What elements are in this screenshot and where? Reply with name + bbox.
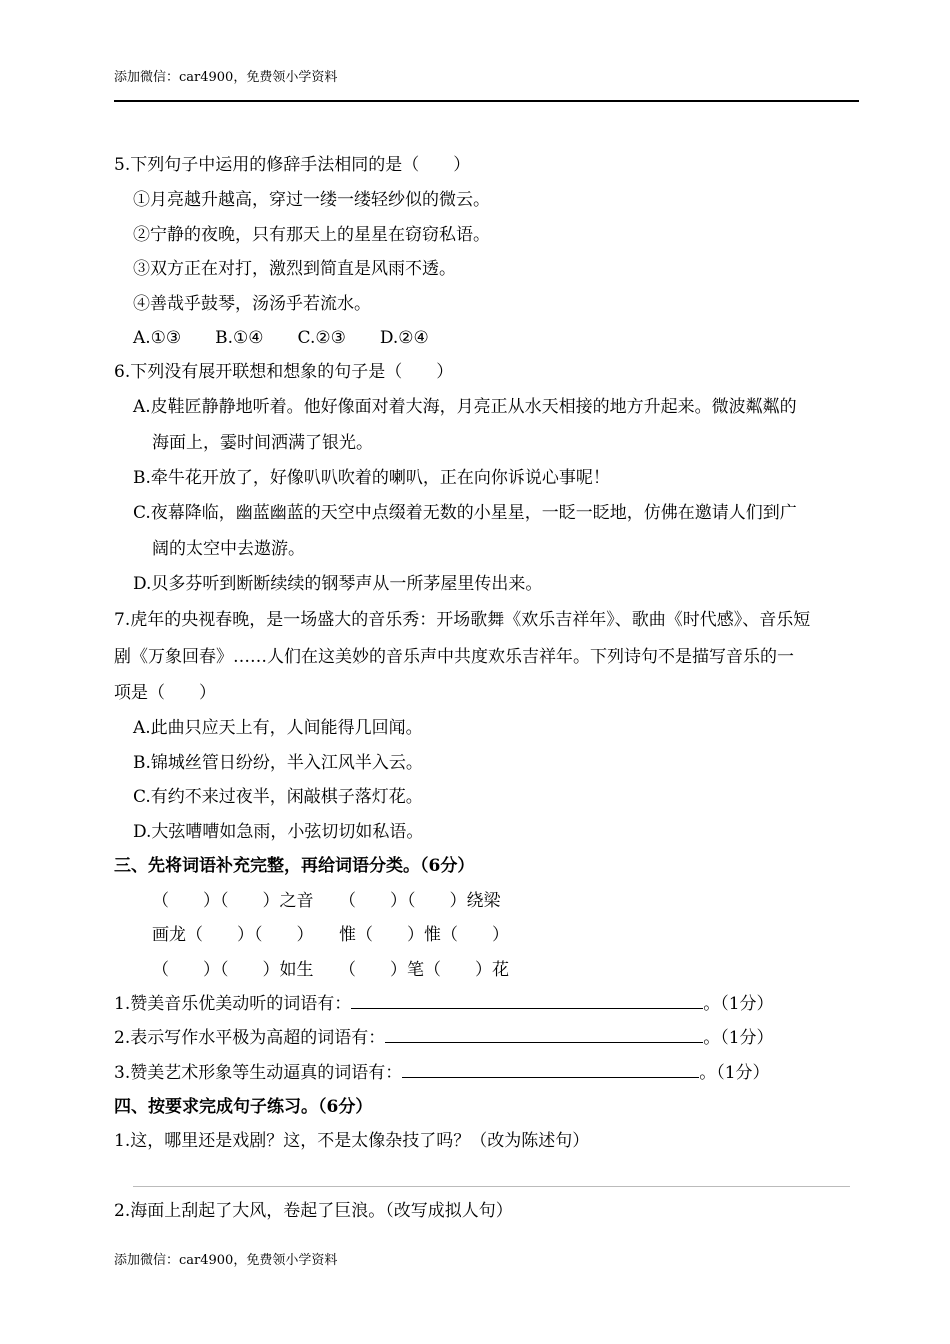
category-2-blank[interactable] xyxy=(385,1028,703,1043)
q7-stem-line3: 项是（ ） xyxy=(114,683,216,703)
section3-words-row3: （ ）（ ）如生 （ ）笔（ ）花 xyxy=(152,960,509,980)
category-1-blank[interactable] xyxy=(351,994,703,1009)
q6-option-b: B.牵牛花开放了，好像叭叭吹着的喇叭，正在向你诉说心事呢！ xyxy=(133,468,610,488)
category-2-label: 2.表示写作水平极为高超的词语有： xyxy=(114,1028,386,1048)
section3-words-row2: 画龙（ ）（ ） 惟（ ）惟（ ） xyxy=(152,925,509,945)
section3-category-2 xyxy=(114,1028,774,1048)
category-1-label: 1.赞美音乐优美动听的词语有： xyxy=(114,994,352,1014)
q5-sentence-2: ②宁静的夜晚，只有那天上的星星在窃窃私语。 xyxy=(133,225,490,245)
section4-sentence-1: 1.这，哪里还是戏剧？这，不是太像杂技了吗？（改为陈述句） xyxy=(114,1131,590,1151)
category-3-label: 3.赞美艺术形象等生动逼真的词语有： xyxy=(114,1063,403,1083)
q7-stem-line2: 剧《万象回春》……人们在这美妙的音乐声中共度欢乐吉祥年。下列诗句不是描写音乐的一 xyxy=(114,647,794,667)
q7-option-b: B.锦城丝管日纷纷，半入江风半入云。 xyxy=(133,753,423,773)
q7-stem-line1: 7.虎年的央视春晚，是一场盛大的音乐秀：开场歌舞《欢乐吉祥年》、歌曲《时代感》、音乐短 xyxy=(114,610,811,630)
category-2-tail: 。（1分） xyxy=(703,1028,774,1048)
q5-sentence-1: ①月亮越升越高，穿过一缕一缕轻纱似的微云。 xyxy=(133,190,490,210)
section3-category-3 xyxy=(114,1063,770,1083)
q7-option-d: D.大弦嘈嘈如急雨，小弦切切如私语。 xyxy=(133,822,424,842)
q5-sentence-4: ④善哉乎鼓琴，汤汤乎若流水。 xyxy=(133,294,371,314)
q5-sentence-3: ③双方正在对打，激烈到简直是风雨不透。 xyxy=(133,259,456,279)
section3-category-1 xyxy=(114,994,774,1014)
q6-option-a-line1: A.皮鞋匠静静地听着。他好像面对着大海，月亮正从水天相接的地方升起来。微波粼粼的 xyxy=(133,397,797,417)
category-3-tail: 。（1分） xyxy=(699,1063,770,1083)
page-header: 添加微信：car4900，免费领小学资料 xyxy=(114,70,338,85)
section4-title: 四、按要求完成句子练习。（6分） xyxy=(114,1097,373,1117)
section3-title: 三、先将词语补充完整，再给词语分类。（6分） xyxy=(114,856,475,876)
q7-option-a: A.此曲只应天上有，人间能得几回闻。 xyxy=(133,718,423,738)
section3-words-row1: （ ）（ ）之音 （ ）（ ）绕梁 xyxy=(152,891,501,911)
q5-options: A.①③ B.①④ C.②③ D.②④ xyxy=(133,328,429,348)
category-3-blank[interactable] xyxy=(402,1063,699,1078)
q6-option-d: D.贝多芬听到断断续续的钢琴声从一所茅屋里传出来。 xyxy=(133,574,543,594)
answer-line[interactable] xyxy=(133,1186,850,1187)
header-rule xyxy=(114,100,859,102)
q7-option-c: C.有约不来过夜半，闲敲棋子落灯花。 xyxy=(133,787,423,807)
page-footer: 添加微信：car4900，免费领小学资料 xyxy=(114,1253,338,1268)
q6-option-a-line2: 海面上，霎时间洒满了银光。 xyxy=(152,433,373,453)
q6-option-c-line2: 阔的太空中去遨游。 xyxy=(152,539,305,559)
category-1-tail: 。（1分） xyxy=(703,994,774,1014)
q6-stem: 6.下列没有展开联想和想象的句子是（ ） xyxy=(114,362,454,382)
section4-sentence-2: 2.海面上刮起了大风，卷起了巨浪。（改写成拟人句） xyxy=(114,1201,513,1221)
q6-option-c-line1: C.夜幕降临，幽蓝幽蓝的天空中点缀着无数的小星星，一眨一眨地，仿佛在邀请人们到广 xyxy=(133,503,797,523)
q5-stem: 5.下列句子中运用的修辞手法相同的是（ ） xyxy=(114,155,471,175)
